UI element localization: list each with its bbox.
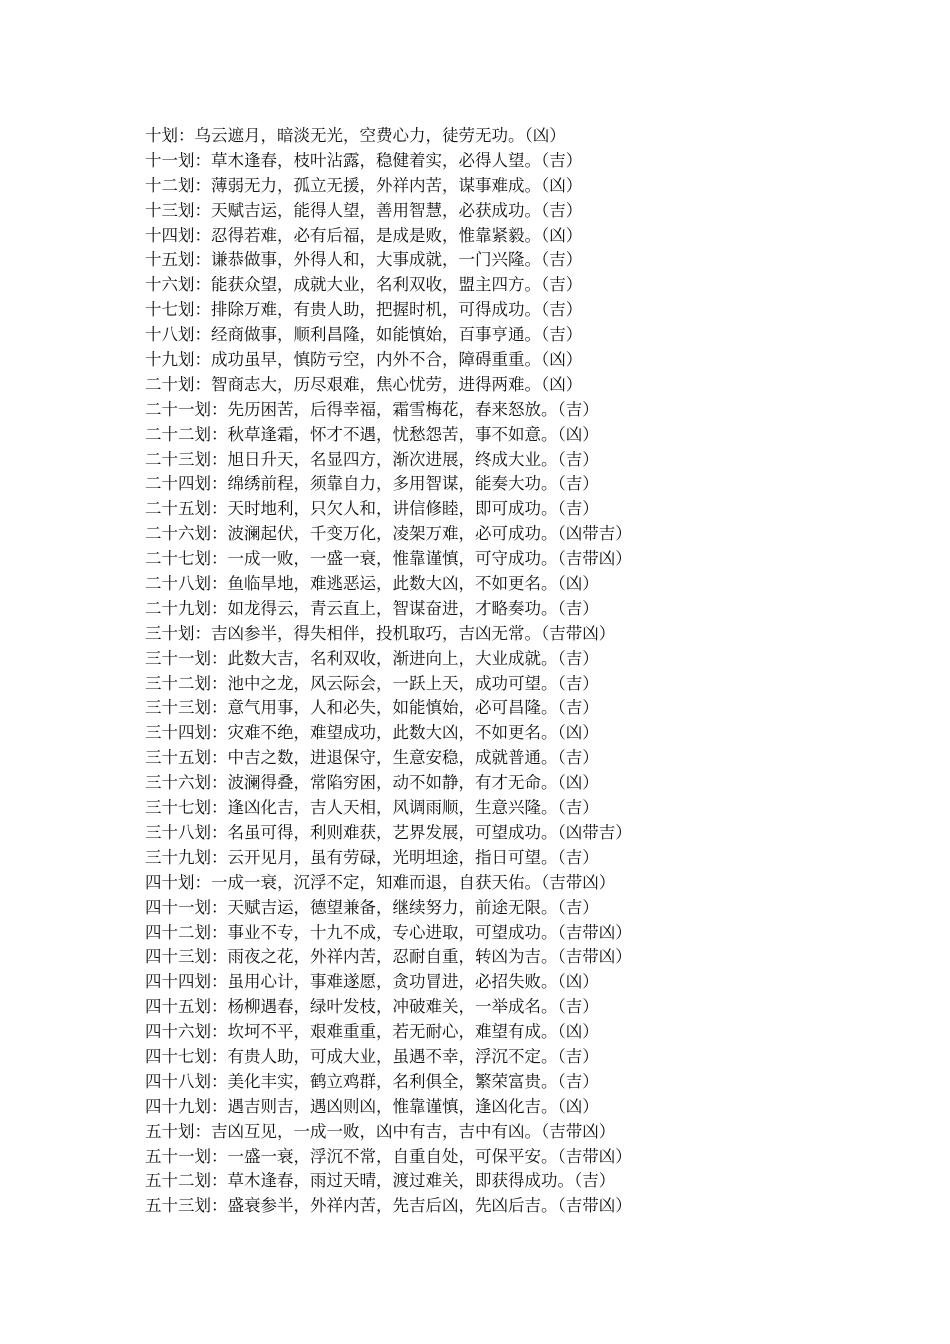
stroke-fortune-list [145, 124, 632, 1219]
list-item: 二十九划：如龙得云，青云直上，智谋奋进，才略奏功。（吉） [145, 598, 599, 618]
list-item: 四十四划：虽用心计，事难遂愿，贪功冒进，必招失败。（凶） [145, 972, 599, 992]
list-item: 三十九划：云开见月，虽有劳碌，光明坦途，指日可望。（吉） [145, 847, 599, 867]
list-item: 十一划：草木逢春，枝叶沾露，稳健着实，必得人望。（吉） [145, 150, 583, 170]
list-item: 十二划：薄弱无力，孤立无援，外祥内苦，谋事难成。（凶） [145, 175, 583, 195]
list-item: 十划：乌云遮月，暗淡无光，空费心力，徒劳无功。（凶） [145, 126, 566, 145]
list-item: 十四划：忍得若难，必有后福，是成是败，惟靠紧毅。（凶） [145, 225, 583, 245]
list-item: 五十划：吉凶互见，一成一败，凶中有吉，吉中有凶。（吉带凶） [145, 1121, 616, 1141]
list-item: 三十一划：此数大吉，名利双收，渐进向上，大业成就。（吉） [145, 648, 599, 668]
list-item: 二十三划：旭日升天，名显四方，渐次进展，终成大业。（吉） [145, 449, 599, 469]
list-item: 三十八划：名虽可得，利则难获，艺界发展，可望成功。（凶带吉） [145, 822, 632, 842]
list-item: 三十七划：逢凶化吉，吉人天相，风调雨顺，生意兴隆。（吉） [145, 798, 599, 818]
list-item: 四十七划：有贵人助，可成大业，虽遇不幸，浮沉不定。（吉） [145, 1046, 599, 1066]
list-item: 四十八划：美化丰实，鹤立鸡群，名利俱全，繁荣富贵。（吉） [145, 1071, 599, 1091]
list-item: 三十四划：灾难不绝，难望成功，此数大凶，不如更名。（凶） [145, 723, 599, 743]
list-item: 十三划：天赋吉运，能得人望，善用智慧，必获成功。（吉） [145, 200, 583, 220]
list-item: 四十二划：事业不专，十九不成，专心进取，可望成功。（吉带凶） [145, 922, 632, 942]
list-item: 十九划：成功虽早，慎防亏空，内外不合，障碍重重。（凶） [145, 350, 583, 370]
list-item: 五十二划：草木逢春，雨过天晴，渡过难关，即获得成功。（吉） [145, 1171, 616, 1191]
list-item: 四十一划：天赋吉运，德望兼备，继续努力，前途无限。（吉） [145, 897, 599, 917]
list-item: 三十二划：池中之龙，风云际会，一跃上天，成功可望。（吉） [145, 673, 599, 693]
list-item: 四十九划：遇吉则吉，遇凶则凶，惟靠谨慎，逢凶化吉。（凶） [145, 1096, 599, 1116]
list-item: 二十八划：鱼临旱地，难逃恶运，此数大凶，不如更名。（凶） [145, 574, 599, 594]
list-item: 四十五划：杨柳遇春，绿叶发枝，冲破难关，一举成名。（吉） [145, 997, 599, 1017]
list-item: 五十一划：一盛一衰，浮沉不常，自重自处，可保平安。（吉带凶） [145, 1146, 632, 1166]
list-item: 二十二划：秋草逢霜，怀才不遇，忧愁怨苦，事不如意。（凶） [145, 424, 599, 444]
list-item: 三十划：吉凶参半，得失相伴，投机取巧，吉凶无常。（吉带凶） [145, 623, 616, 643]
list-item: 十七划：排除万难，有贵人助，把握时机，可得成功。（吉） [145, 300, 583, 320]
list-item: 三十三划：意气用事，人和必失，如能慎始，必可昌隆。（吉） [145, 698, 599, 718]
list-item: 十六划：能获众望，成就大业，名利双收，盟主四方。（吉） [145, 275, 583, 295]
list-item: 四十六划：坎坷不平，艰难重重，若无耐心，难望有成。（凶） [145, 1022, 599, 1042]
list-item: 五十三划：盛衰参半，外祥内苦，先吉后凶，先凶后吉。（吉带凶） [145, 1196, 632, 1216]
list-item: 二十一划：先历困苦，后得幸福，霜雪梅花，春来怒放。（吉） [145, 399, 599, 419]
list-item: 二十六划：波澜起伏，千变万化，凌架万难，必可成功。（凶带吉） [145, 524, 632, 544]
list-item: 二十七划：一成一败，一盛一衰，惟靠谨慎，可守成功。（吉带凶） [145, 549, 632, 569]
list-item: 三十六划：波澜得叠，常陷穷困，动不如静，有才无命。（凶） [145, 773, 599, 793]
list-item: 二十划：智商志大，历尽艰难，焦心忧劳，进得两难。（凶） [145, 374, 583, 394]
list-item: 十八划：经商做事，顺利昌隆，如能慎始，百事亨通。（吉） [145, 325, 583, 345]
list-item: 四十三划：雨夜之花，外祥内苦，忍耐自重，转凶为吉。（吉带凶） [145, 947, 632, 967]
list-item: 四十划：一成一衰，沉浮不定，知难而退，自获天佑。（吉带凶） [145, 872, 616, 892]
list-item: 二十五划：天时地利，只欠人和，讲信修睦，即可成功。（吉） [145, 499, 599, 519]
list-item: 三十五划：中吉之数，进退保守，生意安稳，成就普通。（吉） [145, 748, 599, 768]
list-item: 二十四划：绵绣前程，须靠自力，多用智谋，能奏大功。（吉） [145, 474, 599, 494]
list-item: 十五划：谦恭做事，外得人和，大事成就，一门兴隆。（吉） [145, 250, 583, 270]
